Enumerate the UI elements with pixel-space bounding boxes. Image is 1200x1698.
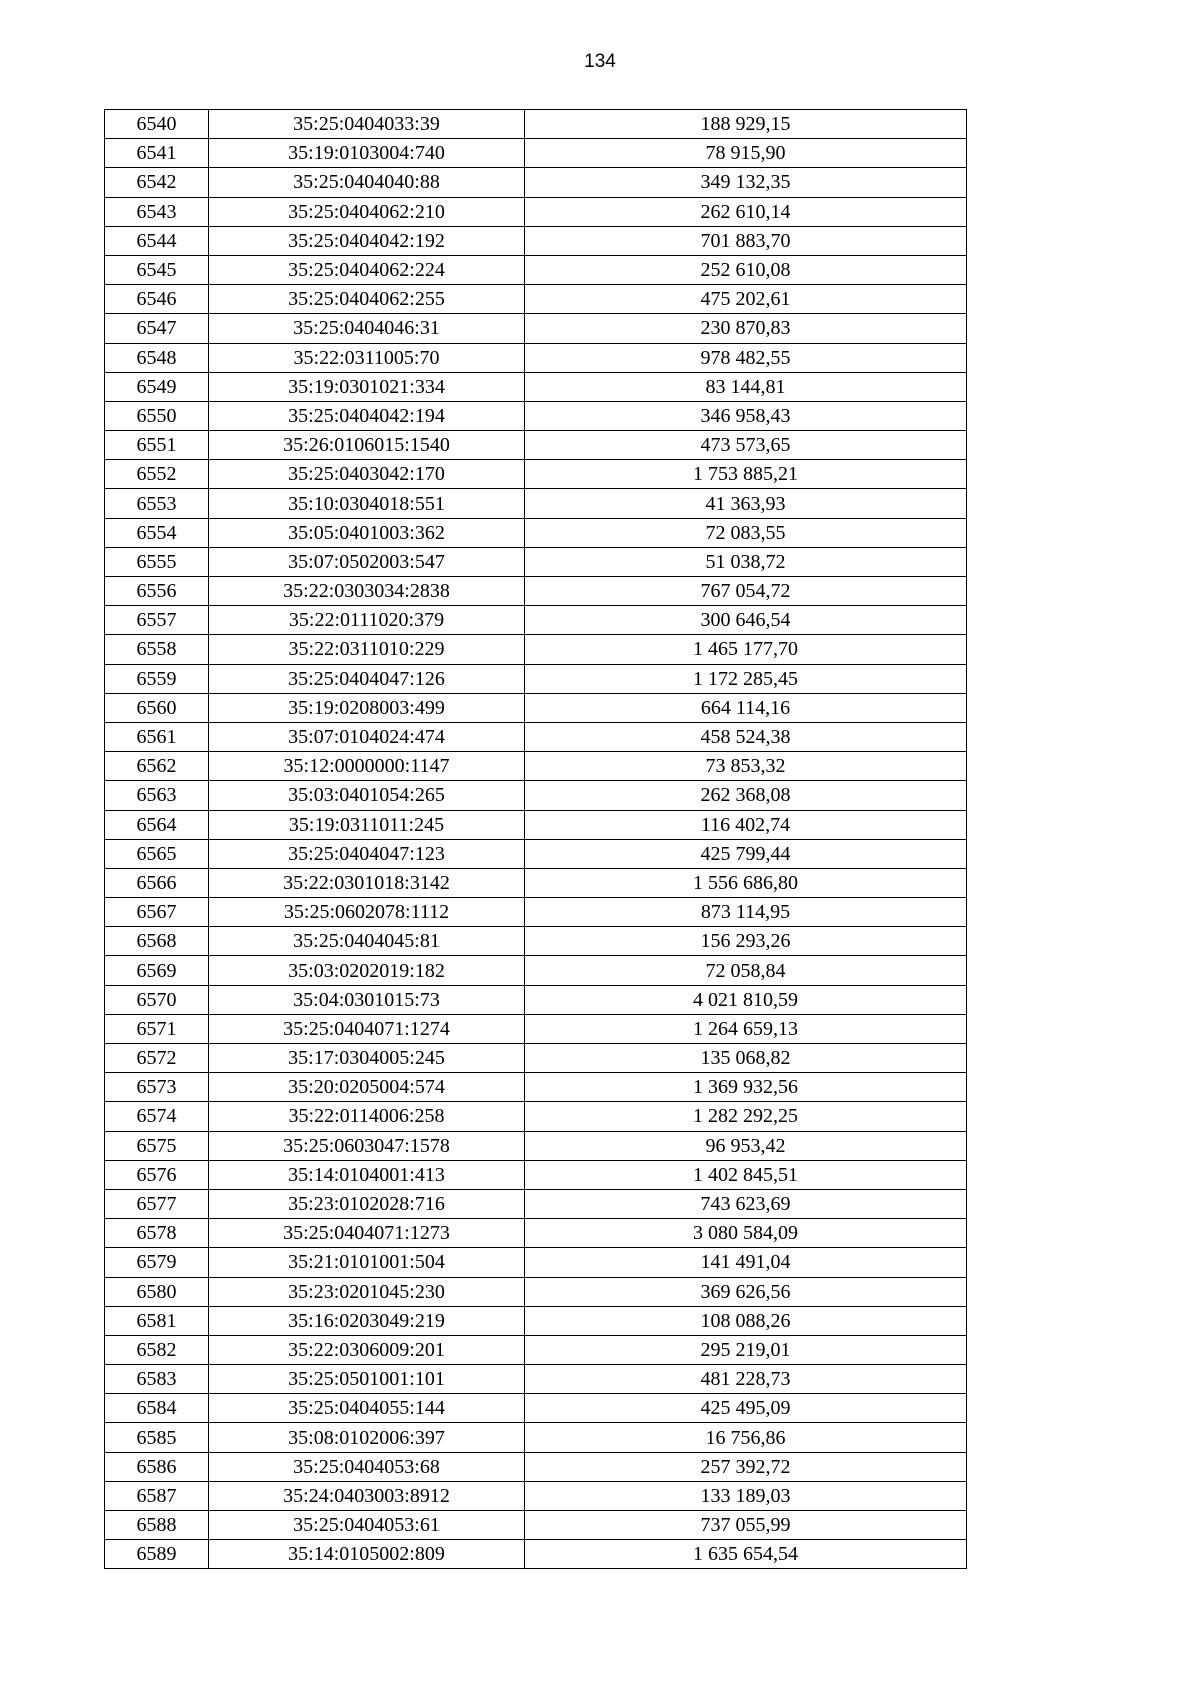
table-row — [105, 401, 967, 430]
table-row — [105, 1452, 967, 1481]
row-number-cell: 6571 — [105, 1014, 209, 1043]
cadastral-number-cell: 35:25:0403042:170 — [209, 460, 525, 489]
row-number-cell: 6584 — [105, 1394, 209, 1423]
table-row — [105, 226, 967, 255]
value-cell: 230 870,83 — [525, 314, 967, 343]
row-number-cell: 6581 — [105, 1306, 209, 1335]
table-row — [105, 343, 967, 372]
table-row — [105, 1335, 967, 1364]
cadastral-number-cell: 35:25:0404055:144 — [209, 1394, 525, 1423]
value-cell: 295 219,01 — [525, 1335, 967, 1364]
table-row — [105, 1102, 967, 1131]
table-row — [105, 547, 967, 576]
value-cell: 257 392,72 — [525, 1452, 967, 1481]
value-cell: 72 083,55 — [525, 518, 967, 547]
row-number-cell: 6545 — [105, 255, 209, 284]
table-row — [105, 577, 967, 606]
cadastral-number-cell: 35:12:0000000:1147 — [209, 752, 525, 781]
value-cell: 133 189,03 — [525, 1481, 967, 1510]
row-number-cell: 6568 — [105, 927, 209, 956]
cadastral-number-cell: 35:22:0311005:70 — [209, 343, 525, 372]
row-number-cell: 6540 — [105, 110, 209, 139]
table-row — [105, 372, 967, 401]
row-number-cell: 6580 — [105, 1277, 209, 1306]
value-cell: 262 368,08 — [525, 781, 967, 810]
table-row — [105, 1160, 967, 1189]
value-cell: 1 264 659,13 — [525, 1014, 967, 1043]
row-number-cell: 6549 — [105, 372, 209, 401]
row-number-cell: 6570 — [105, 985, 209, 1014]
table-row — [105, 139, 967, 168]
table-row — [105, 1073, 967, 1102]
value-cell: 188 929,15 — [525, 110, 967, 139]
value-cell: 73 853,32 — [525, 752, 967, 781]
cadastral-number-cell: 35:23:0201045:230 — [209, 1277, 525, 1306]
table-row — [105, 927, 967, 956]
table-row — [105, 1394, 967, 1423]
row-number-cell: 6550 — [105, 401, 209, 430]
cadastral-number-cell: 35:25:0603047:1578 — [209, 1131, 525, 1160]
table-row — [105, 1277, 967, 1306]
cadastral-number-cell: 35:22:0306009:201 — [209, 1335, 525, 1364]
row-number-cell: 6575 — [105, 1131, 209, 1160]
table-row — [105, 255, 967, 284]
value-cell: 16 756,86 — [525, 1423, 967, 1452]
value-cell: 51 038,72 — [525, 547, 967, 576]
value-cell: 1 465 177,70 — [525, 635, 967, 664]
value-cell: 116 402,74 — [525, 810, 967, 839]
cadastral-number-cell: 35:04:0301015:73 — [209, 985, 525, 1014]
row-number-cell: 6556 — [105, 577, 209, 606]
row-number-cell: 6573 — [105, 1073, 209, 1102]
row-number-cell: 6553 — [105, 489, 209, 518]
cadastral-number-cell: 35:25:0404053:68 — [209, 1452, 525, 1481]
cadastral-number-cell: 35:03:0202019:182 — [209, 956, 525, 985]
cadastral-number-cell: 35:25:0404062:210 — [209, 197, 525, 226]
row-number-cell: 6561 — [105, 722, 209, 751]
row-number-cell: 6567 — [105, 898, 209, 927]
table-row — [105, 1306, 967, 1335]
value-cell: 262 610,14 — [525, 197, 967, 226]
value-cell: 96 953,42 — [525, 1131, 967, 1160]
table-row — [105, 1248, 967, 1277]
cadastral-number-cell: 35:26:0106015:1540 — [209, 431, 525, 460]
value-cell: 473 573,65 — [525, 431, 967, 460]
table-row — [105, 956, 967, 985]
table-row — [105, 1219, 967, 1248]
value-cell: 978 482,55 — [525, 343, 967, 372]
row-number-cell: 6565 — [105, 839, 209, 868]
data-table — [104, 109, 967, 1569]
row-number-cell: 6541 — [105, 139, 209, 168]
cadastral-number-cell: 35:25:0404033:39 — [209, 110, 525, 139]
table-row — [105, 460, 967, 489]
value-cell: 156 293,26 — [525, 927, 967, 956]
row-number-cell: 6586 — [105, 1452, 209, 1481]
table-row — [105, 518, 967, 547]
cadastral-number-cell: 35:25:0404042:192 — [209, 226, 525, 255]
value-cell: 481 228,73 — [525, 1365, 967, 1394]
cadastral-number-cell: 35:25:0404053:61 — [209, 1511, 525, 1540]
table-row — [105, 1540, 967, 1569]
row-number-cell: 6577 — [105, 1189, 209, 1218]
cadastral-number-cell: 35:16:0203049:219 — [209, 1306, 525, 1335]
value-cell: 873 114,95 — [525, 898, 967, 927]
table-row — [105, 752, 967, 781]
cadastral-number-cell: 35:24:0403003:8912 — [209, 1481, 525, 1510]
cadastral-number-cell: 35:25:0404046:31 — [209, 314, 525, 343]
value-cell: 425 495,09 — [525, 1394, 967, 1423]
table-row — [105, 781, 967, 810]
value-cell: 3 080 584,09 — [525, 1219, 967, 1248]
row-number-cell: 6579 — [105, 1248, 209, 1277]
table-row — [105, 110, 967, 139]
row-number-cell: 6548 — [105, 343, 209, 372]
value-cell: 458 524,38 — [525, 722, 967, 751]
cadastral-number-cell: 35:23:0102028:716 — [209, 1189, 525, 1218]
row-number-cell: 6576 — [105, 1160, 209, 1189]
table-row — [105, 431, 967, 460]
table-row — [105, 1044, 967, 1073]
cadastral-number-cell: 35:25:0404047:126 — [209, 664, 525, 693]
value-cell: 4 021 810,59 — [525, 985, 967, 1014]
row-number-cell: 6554 — [105, 518, 209, 547]
cadastral-number-cell: 35:19:0208003:499 — [209, 693, 525, 722]
cadastral-number-cell: 35:08:0102006:397 — [209, 1423, 525, 1452]
cadastral-number-cell: 35:14:0104001:413 — [209, 1160, 525, 1189]
value-cell: 78 915,90 — [525, 139, 967, 168]
table-row — [105, 197, 967, 226]
row-number-cell: 6555 — [105, 547, 209, 576]
cadastral-number-cell: 35:19:0103004:740 — [209, 139, 525, 168]
value-cell: 1 369 932,56 — [525, 1073, 967, 1102]
value-cell: 1 556 686,80 — [525, 868, 967, 897]
cadastral-number-cell: 35:05:0401003:362 — [209, 518, 525, 547]
value-cell: 41 363,93 — [525, 489, 967, 518]
table-row — [105, 1423, 967, 1452]
value-cell: 1 172 285,45 — [525, 664, 967, 693]
row-number-cell: 6583 — [105, 1365, 209, 1394]
row-number-cell: 6559 — [105, 664, 209, 693]
table-row — [105, 898, 967, 927]
value-cell: 72 058,84 — [525, 956, 967, 985]
value-cell: 737 055,99 — [525, 1511, 967, 1540]
row-number-cell: 6569 — [105, 956, 209, 985]
value-cell: 1 635 654,54 — [525, 1540, 967, 1569]
cadastral-number-cell: 35:22:0311010:229 — [209, 635, 525, 664]
row-number-cell: 6574 — [105, 1102, 209, 1131]
row-number-cell: 6544 — [105, 226, 209, 255]
table-row — [105, 606, 967, 635]
row-number-cell: 6563 — [105, 781, 209, 810]
table-row — [105, 664, 967, 693]
value-cell: 83 144,81 — [525, 372, 967, 401]
row-number-cell: 6546 — [105, 285, 209, 314]
value-cell: 743 623,69 — [525, 1189, 967, 1218]
cadastral-number-cell: 35:25:0501001:101 — [209, 1365, 525, 1394]
value-cell: 141 491,04 — [525, 1248, 967, 1277]
value-cell: 135 068,82 — [525, 1044, 967, 1073]
cadastral-number-cell: 35:21:0101001:504 — [209, 1248, 525, 1277]
value-cell: 300 646,54 — [525, 606, 967, 635]
table-body — [105, 110, 967, 1569]
cadastral-number-cell: 35:25:0404047:123 — [209, 839, 525, 868]
cadastral-number-cell: 35:07:0104024:474 — [209, 722, 525, 751]
value-cell: 252 610,08 — [525, 255, 967, 284]
table-row — [105, 1481, 967, 1510]
cadastral-number-cell: 35:22:0303034:2838 — [209, 577, 525, 606]
table-row — [105, 314, 967, 343]
cadastral-number-cell: 35:22:0301018:3142 — [209, 868, 525, 897]
table-row — [105, 1365, 967, 1394]
cadastral-number-cell: 35:25:0404062:224 — [209, 255, 525, 284]
row-number-cell: 6552 — [105, 460, 209, 489]
row-number-cell: 6566 — [105, 868, 209, 897]
row-number-cell: 6558 — [105, 635, 209, 664]
value-cell: 349 132,35 — [525, 168, 967, 197]
cadastral-number-cell: 35:25:0404062:255 — [209, 285, 525, 314]
cadastral-number-cell: 35:25:0404071:1274 — [209, 1014, 525, 1043]
value-cell: 346 958,43 — [525, 401, 967, 430]
cadastral-number-cell: 35:19:0301021:334 — [209, 372, 525, 401]
table-row — [105, 693, 967, 722]
value-cell: 1 753 885,21 — [525, 460, 967, 489]
table-row — [105, 1189, 967, 1218]
table-row — [105, 985, 967, 1014]
table-row — [105, 722, 967, 751]
cadastral-number-cell: 35:10:0304018:551 — [209, 489, 525, 518]
cadastral-number-cell: 35:14:0105002:809 — [209, 1540, 525, 1569]
cadastral-number-cell: 35:17:0304005:245 — [209, 1044, 525, 1073]
cadastral-number-cell: 35:19:0311011:245 — [209, 810, 525, 839]
row-number-cell: 6588 — [105, 1511, 209, 1540]
table-row — [105, 839, 967, 868]
value-cell: 1 282 292,25 — [525, 1102, 967, 1131]
row-number-cell: 6589 — [105, 1540, 209, 1569]
row-number-cell: 6564 — [105, 810, 209, 839]
table-row — [105, 635, 967, 664]
cadastral-number-cell: 35:25:0404071:1273 — [209, 1219, 525, 1248]
row-number-cell: 6572 — [105, 1044, 209, 1073]
value-cell: 701 883,70 — [525, 226, 967, 255]
table-row — [105, 1131, 967, 1160]
row-number-cell: 6582 — [105, 1335, 209, 1364]
cadastral-number-cell: 35:22:0111020:379 — [209, 606, 525, 635]
table-row — [105, 1511, 967, 1540]
value-cell: 1 402 845,51 — [525, 1160, 967, 1189]
row-number-cell: 6562 — [105, 752, 209, 781]
value-cell: 108 088,26 — [525, 1306, 967, 1335]
value-cell: 369 626,56 — [525, 1277, 967, 1306]
row-number-cell: 6547 — [105, 314, 209, 343]
value-cell: 425 799,44 — [525, 839, 967, 868]
cadastral-number-cell: 35:20:0205004:574 — [209, 1073, 525, 1102]
table-row — [105, 168, 967, 197]
table-row — [105, 489, 967, 518]
table-row — [105, 1014, 967, 1043]
row-number-cell: 6557 — [105, 606, 209, 635]
table-row — [105, 868, 967, 897]
table-row — [105, 810, 967, 839]
table-row — [105, 285, 967, 314]
value-cell: 475 202,61 — [525, 285, 967, 314]
cadastral-number-cell: 35:25:0404045:81 — [209, 927, 525, 956]
cadastral-number-cell: 35:25:0602078:1112 — [209, 898, 525, 927]
value-cell: 767 054,72 — [525, 577, 967, 606]
value-cell: 664 114,16 — [525, 693, 967, 722]
cadastral-number-cell: 35:03:0401054:265 — [209, 781, 525, 810]
row-number-cell: 6578 — [105, 1219, 209, 1248]
row-number-cell: 6585 — [105, 1423, 209, 1452]
row-number-cell: 6587 — [105, 1481, 209, 1510]
cadastral-number-cell: 35:25:0404040:88 — [209, 168, 525, 197]
row-number-cell: 6551 — [105, 431, 209, 460]
cadastral-number-cell: 35:22:0114006:258 — [209, 1102, 525, 1131]
row-number-cell: 6560 — [105, 693, 209, 722]
cadastral-number-cell: 35:07:0502003:547 — [209, 547, 525, 576]
page-number: 134 — [584, 51, 616, 72]
cadastral-number-cell: 35:25:0404042:194 — [209, 401, 525, 430]
row-number-cell: 6543 — [105, 197, 209, 226]
row-number-cell: 6542 — [105, 168, 209, 197]
